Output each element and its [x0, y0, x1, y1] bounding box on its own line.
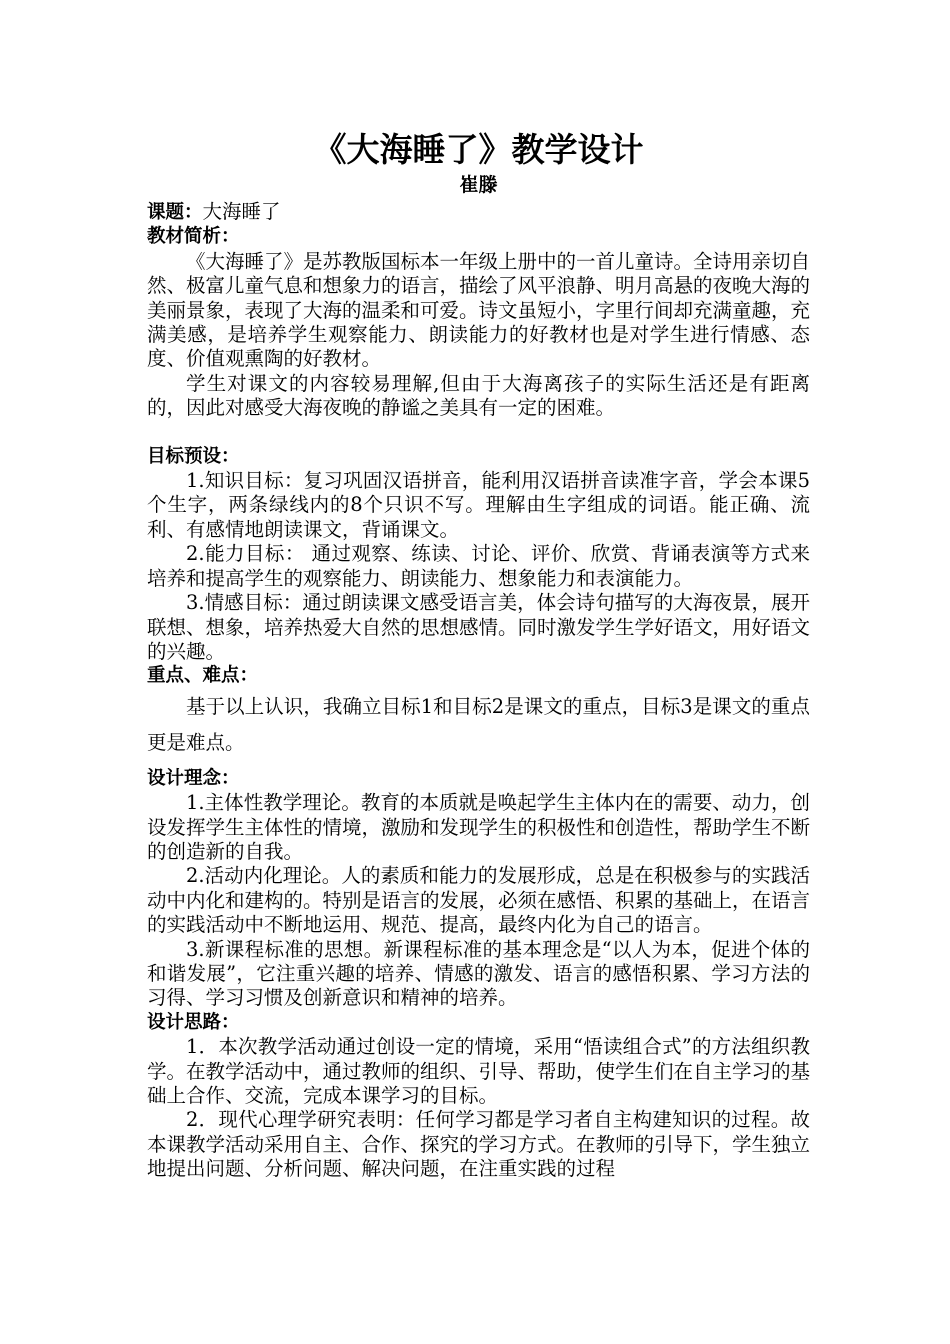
- materials-heading: 教材简析：: [147, 226, 240, 248]
- document-title: 《大海睡了》教学设计: [313, 130, 644, 169]
- key-paragraph: 基于以上认识，我确立目标1和目标2是课文的重点，目标3是课文的重点更是难点。: [147, 694, 810, 754]
- topic-line: [147, 200, 810, 225]
- section-gap: [147, 421, 810, 445]
- concept-paragraph: 3.新课程标准的思想。新课程标准的基本理念是“以人为本，促进个体的和谐发展”，它注重兴趣的培养、情感的激发、语言的感悟积累、学习方法的习得、学习习惯及创新意识和精神的培养。: [147, 937, 810, 1010]
- goals-paragraph: 2.能力目标： 通过观察、练读、讨论、评价、欣赏、背诵表演等方式来培养和提高学生的观察能力、朗读能力、想象能力和表演能力。: [147, 542, 810, 590]
- concept-paragraph: 1.主体性教学理论。教育的本质就是唤起学生主体内在的需要、动力，创设发挥学生主体性的情境，激励和发现学生的积极性和创造性，帮助学生不断的创造新的自我。: [147, 791, 811, 863]
- concept-paragraph: 2.活动内化理论。人的素质和能力的发展形成，总是在积极参与的实践活动中内化和建构的。特别是语言的发展，必须在感悟、积累的基础上，在语言的实践活动中不断地运用、规范、提高，最终内化为自己的语言。: [147, 864, 811, 937]
- materials-paragraph: 学生对课文的内容较易理解,但由于大海离孩子的实际生活还是有距离的，因此对感受大海夜晚的静谧之美具有一定的困难。: [147, 371, 810, 420]
- author-name: 崔滕: [459, 174, 498, 196]
- key-heading: 重点、难点：: [147, 665, 259, 687]
- approach-paragraph: 1．本次教学活动通过创设一定的情境，采用“悟读组合式”的方法组织教学。在教学活动中，通过教师的组织、引导、帮助，使学生们在自主学习的基础上合作、交流，完成本课学习的目标。: [147, 1035, 811, 1107]
- goals-heading: 目标预设：: [147, 445, 240, 467]
- materials-paragraph: 《大海睡了》是苏教版国标本一年级上册中的一首儿童诗。全诗用亲切自然、极富儿童气息和想象力的语言，描绘了风平浪静、明月高悬的夜晚大海的美丽景象，表现了大海的温柔和可爱。诗文虽短小，字里行间却充满童趣，充满美感，是培养学生观察能力、朗读能力的好教材也是对学生进行情感、态度、价值观熏陶的好教材。: [147, 249, 811, 371]
- goals-paragraph: 3.情感目标：通过朗读课文感受语言美，体会诗句描写的大海夜景，展开联想、想象，培养热爱大自然的思想感情。同时激发学生学好语文，用好语文的兴趣。: [147, 591, 811, 663]
- approach-heading: 设计思路：: [147, 1011, 240, 1033]
- topic-label: 课题：: [147, 202, 203, 223]
- goals-paragraph: 1.知识目标：复习巩固汉语拼音，能利用汉语拼音读准字音，学会本课5个生字，两条绿线内的8个只识不写。理解由生字组成的词语。能正确、流利、有感情地朗读课文，背诵课文。: [147, 469, 810, 541]
- topic-value: 大海睡了: [202, 200, 281, 223]
- concept-heading: 设计理念：: [147, 767, 240, 789]
- approach-paragraph: 2．现代心理学研究表明：任何学习都是学习者自主构建知识的过程。故本课教学活动采用自主、合作、探究的学习方式。在教师的引导下，学生独立地提出问题、分析问题、解决问题，在注重实践的过程: [147, 1108, 811, 1181]
